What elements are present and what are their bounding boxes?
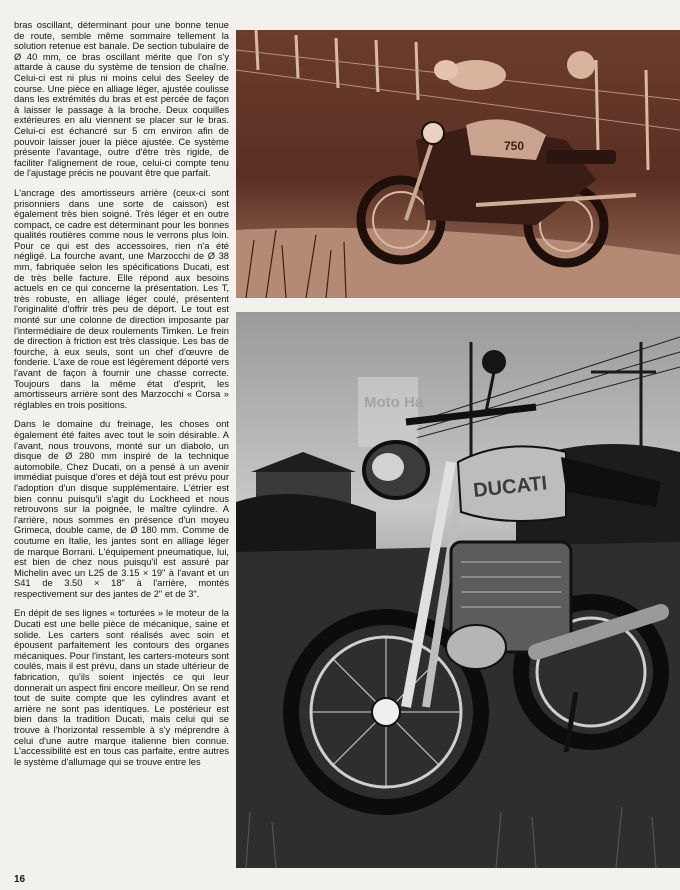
page-number: 16: [14, 874, 26, 885]
article-column: [14, 20, 229, 872]
paragraph-swingarm: bras oscillant, déterminant pour une bonne tenue de route, semble même sommaire tellement la solution retenue est banale. De section tubulaire de Ø 40 mm, ce bras oscillant mérite que l'on s'y attarde à cause du système de tension de chaîne. Celui-ci est ni plus ni moins celui des Seeley de course. Une pièce en alliage léger, ajustée coulisse dans les extrémités du bras et est percée de façon à laisser le passage à la broche. Deux coquilles extérieures en alu viennent se placer sur le bras. Celui-ci est échancré sur 5 cm environ afin de pouvoir laisser jouer la pièce ajustée. Ce système présente l'avantage, outre d'être très rigide, de faciliter l'alignement de roue, celui-ci compte tenu de l'ajustage précis ne pouvant être que parfait.: [14, 20, 229, 179]
tank-badge-ducati: DUCATI: [472, 472, 549, 502]
paragraph-suspension: L'ancrage des amortisseurs arrière (ceux-ci sont prisonniers dans une sorte de caisson) est également très bien soigné. Très léger et en outre compact, ce cadre est déterminant pour les bonnes qualités routières comme nous le verrons plus loin. Pour ce qui est des accessoires, rien n'a été négligé. La fourche avant, une Marzocchi de Ø 38 mm, fabriquée selon les spécifications Ducati, est de très belle facture. Elle répond aux besoins actuels en ce qui concerne la présentation. Les T, très robuste, en alliage léger coulé, présentent l'originalité d'offrir très peu de déport. Le tout est monté sur une colonne de direction imposante par l'intermédiaire de deux roulements Timken. Le frein de direction à friction est très classique. Les bas de fourche, à eux seuls, sont un chef d'œuvre de fonderie. L'axe de roue est légèrement déporté vers l'avant de façon à fournir une chasse correcte. Toujours dans la même état d'esprit, les amortisseurs arrière sont des Marzocchi « Corsa » réglables en trois positions.: [14, 187, 229, 410]
tank-badge-750: 750: [504, 139, 525, 153]
paragraph-brakes: Dans le domaine du freinage, les choses ont également été faites avec tout le soin désirable. A l'avant, nous trouvons, monté sur un diabolo, un disque de Ø 280 mm inspiré de la technique automobile. Chez Ducati, on a pensé à un avenir immédiat puisque d'ores et déjà tout est prévu pour l'adoption d'un disque supplémentaire. L'étrier est bien connu puisqu'il s'agit du Lockheed et nous retrouvons sur la poignée, le maître cylindre. A l'arrière, nous sommes en présence d'un moyeu Grimeca, double came, de Ø 180 mm. Comme de coutume en Italie, les jantes sont en alliage léger de marque Borrani. L'équipement pneumatique, lui, est bien de chez nous puisqu'il est assuré par Michelin avec un L25 de 3.15 × 19" à l'avant et un S41 de 3.50 × 18" à l'arrière, montés respectivement sur des jantes de 2" et de 3".: [14, 419, 229, 599]
photo-motorcycle-field: [236, 30, 680, 298]
paragraph-engine: En dépit de ses lignes « torturées » le moteur de la Ducati est une belle pièce de mécanique, saine et solide. Les carters sont réalisés avec soin et épousent parfaitement les contours des organes mécaniques. Pour l'instant, les carters-moteurs sont coulés, mais il est prévu, dans un stade ultérieur de fabrication, qu'ils soient injectés ce qui leur donnerait un aspect fini encore meilleur. On se rend tout de suite compte que les cylindres avant et arrière ne sont pas identiques. Le postérieur est bien dans la tradition Ducati, mais celui qui se trouve à l'horizontal ressemble à s'y méprendre à celui d'une autre marque italienne bien connue. L'accessibilité est en tous cas parfaite, entre autres le système d'allumage qui se trouve entre les: [14, 608, 229, 767]
watermark-text: Moto Ha: [364, 394, 424, 411]
photo-ducati-closeup: [236, 312, 680, 868]
